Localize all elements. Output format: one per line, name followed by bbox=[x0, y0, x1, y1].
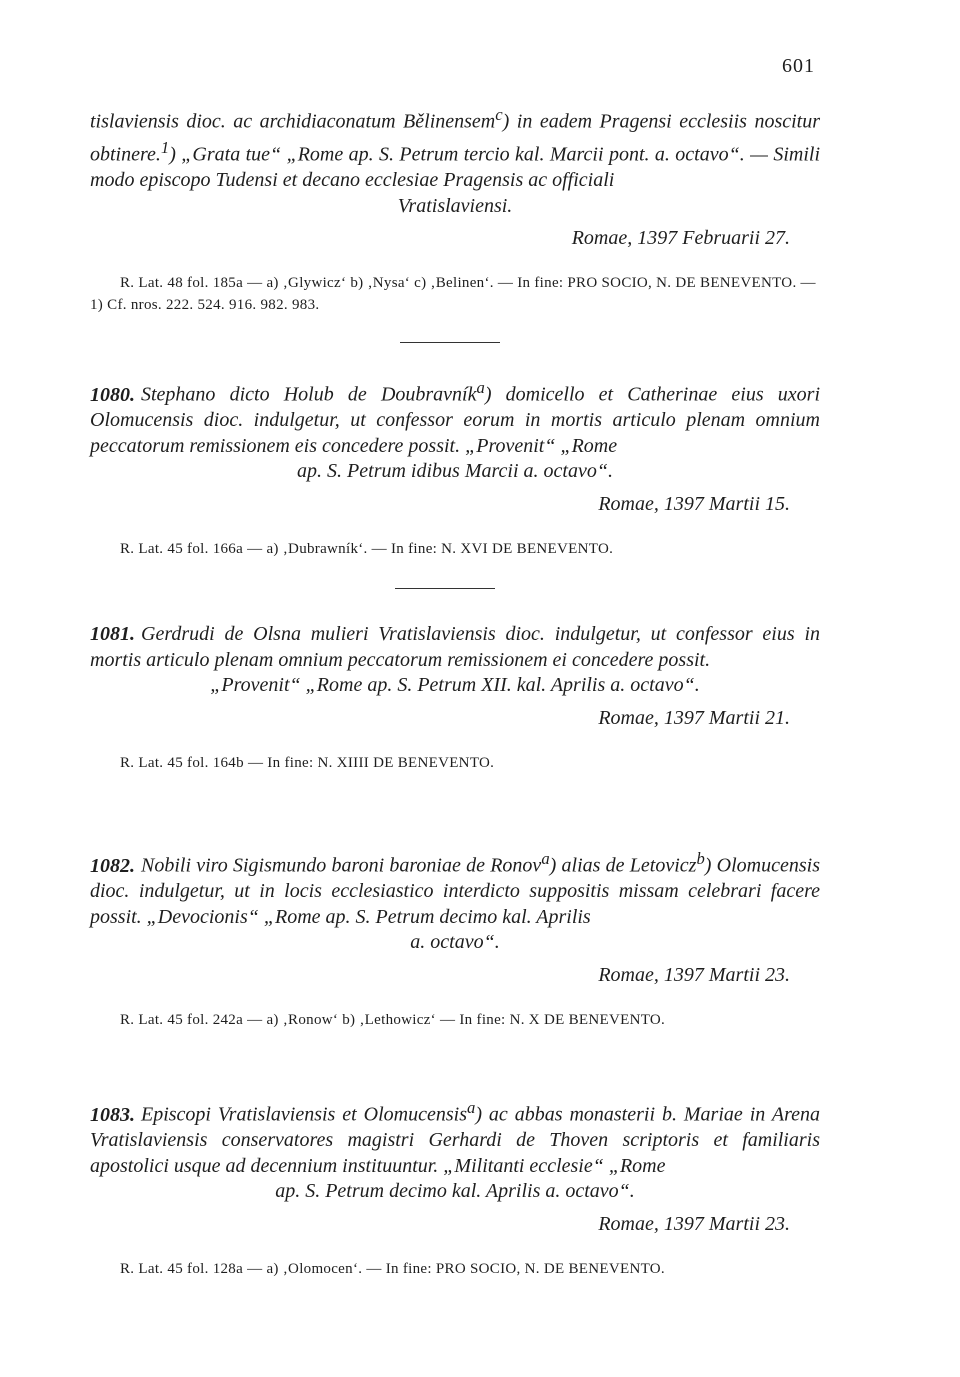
intro-date: Romae, 1397 Februarii 27. bbox=[571, 227, 790, 250]
entry-note: R. Lat. 45 fol. 164b — In fine: N. XIIII DE BENEVENTO. bbox=[120, 754, 495, 771]
entry-note: R. Lat. 45 fol. 128a — a) ‚Olomocen‘. — In fine: PRO SOCIO, N. DE BENEVENTO. bbox=[120, 1260, 665, 1277]
entry-number: 1080. bbox=[90, 383, 135, 406]
entry-text: 1083. Episcopi Vratislaviensis et Olomucensis$^a$) ac abbas monasterii b. Mariae in Arena Vratislaviensis conservatores magistri Gerhardi de Thoven scriptoris et familiaris apostolici usque ad decennium instituuntur. „Militanti ecclesie“ „Rome ap. S. Petrum decimo kal. Aprilis a. octavo“. bbox=[90, 1098, 820, 1203]
divider bbox=[395, 588, 495, 589]
entry-1083 bbox=[90, 1095, 820, 1280]
entry-date: Romae, 1397 Martii 23. bbox=[598, 963, 790, 986]
entry-1082 bbox=[90, 846, 820, 1031]
entry-date: Romae, 1397 Martii 15. bbox=[598, 492, 790, 515]
entry-number: 1083. bbox=[90, 1103, 135, 1126]
entry-text: 1080. Stephano dicto Holub de Doubravník$^a$) domicello et Catherinae eius uxori Olomucensis dioc. indulgetur, ut confessor eorum in mortis articulo plenam omnium peccatorum remissionem eis concedere possit. „Provenit“ „Rome ap. S. Petrum idibus Marcii a. octavo“. bbox=[90, 378, 820, 483]
entry-note: R. Lat. 45 fol. 242a — a) ‚Ronow‘ b) ‚Lethowicz‘ — In fine: N. X DE BENEVENTO. bbox=[120, 1011, 666, 1028]
entry-note: R. Lat. 45 fol. 166a — a) ‚Dubrawník‘. — In fine: N. XVI DE BENEVENTO. bbox=[120, 540, 614, 557]
entry-text: 1081. Gerdrudi de Olsna mulieri Vratislaviensis dioc. indulgetur, ut confessor eius in mortis articulo plenam omnium peccatorum remissionem ei concedere possit. „Provenit“ „Rome ap. S. Petrum XII. kal. Aprilis a. octavo“. bbox=[90, 623, 820, 696]
entry-number: 1082. bbox=[90, 854, 135, 877]
intro-note: R. Lat. 48 fol. 185a — a) ‚Glywicz‘ b) ‚Nysa‘ c) ‚Belinen‘. — In fine: PRO SOCIO, N. DE BENEVENTO. — 1) Cf. nros. 222. 524. 916. 982. 983. bbox=[90, 275, 816, 314]
entry-1080 bbox=[90, 375, 820, 560]
entry-date: Romae, 1397 Martii 23. bbox=[598, 1212, 790, 1235]
entry-text: 1082. Nobili viro Sigismundo baroni baroniae de Ronov$^a$) alias de Letovicz$^b$) Olomucensis dioc. indulgetur, ut in locis ecclesiastico interdicto suppositis missam celebrari facere possit. „Devocionis“ „Rome ap. S. Petrum decimo kal. Aprilis a. octavo“. bbox=[90, 849, 821, 954]
entry-number: 1081. bbox=[90, 623, 135, 645]
intro-section bbox=[90, 102, 820, 316]
page-number: 601 bbox=[782, 55, 815, 77]
entry-date: Romae, 1397 Martii 21. bbox=[598, 706, 790, 729]
intro-text: tislaviensis dioc. ac archidiaconatum Bělinensem$^c$) in eadem Pragensi ecclesiis noscitur obtinere.$^1$) „Grata tue“ „Rome ap. S. Petrum tercio kal. Marcii pont. a. octavo“. — Simili modo episcopo Tudensi et decano ecclesiae Pragensis ac officiali Vratislaviensi. bbox=[90, 105, 820, 217]
entry-1081 bbox=[90, 622, 820, 774]
divider bbox=[400, 342, 500, 343]
